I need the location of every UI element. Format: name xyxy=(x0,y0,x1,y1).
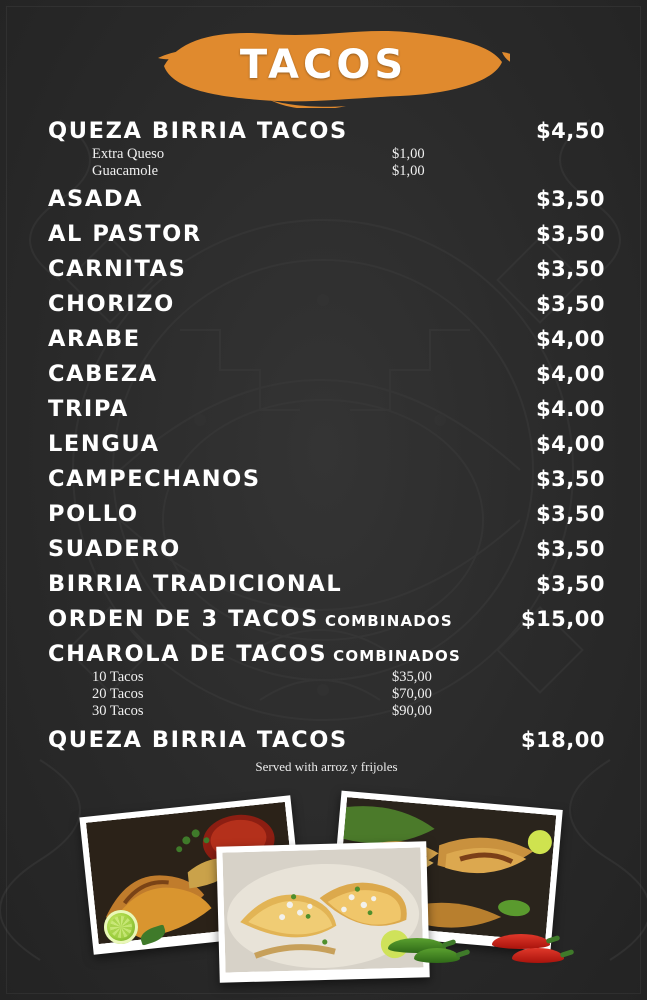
menu-item-name-suffix: COMBINADOS xyxy=(333,647,462,666)
menu-subitem xyxy=(92,163,605,180)
menu-item-name: ASADA xyxy=(48,186,144,213)
menu-subitem-name: 10 Tacos xyxy=(92,669,144,686)
menu-list xyxy=(0,118,647,775)
menu-subitem-price: $35,00 xyxy=(392,669,432,686)
menu-item xyxy=(48,326,605,352)
menu-item-price: $15,00 xyxy=(520,607,605,632)
menu-item xyxy=(48,501,605,527)
menu-item xyxy=(48,256,605,282)
menu-item xyxy=(48,396,605,422)
menu-item-name: QUEZA BIRRIA TACOS xyxy=(48,726,348,753)
menu-item-price: $4,50 xyxy=(536,119,605,143)
menu-item-name: POLLO xyxy=(48,501,139,528)
menu-item xyxy=(48,118,605,144)
green-chili-garnish xyxy=(414,948,460,963)
menu-note: Served with arroz y frijoles xyxy=(255,758,398,774)
menu-item-name: SUADERO xyxy=(48,536,181,563)
menu-item xyxy=(48,606,605,632)
menu-item xyxy=(48,431,605,457)
header xyxy=(0,0,647,118)
menu-item-name-suffix: COMBINADOS xyxy=(325,612,453,631)
menu-item-name: LENGUA xyxy=(48,431,160,458)
menu-subitem-price: $90,00 xyxy=(392,703,432,720)
menu-subitem-name: Extra Queso xyxy=(92,146,165,162)
menu-item xyxy=(48,221,605,247)
menu-subitems xyxy=(92,146,605,180)
menu-item xyxy=(48,536,605,562)
menu-item-price: $4,00 xyxy=(536,327,605,352)
menu-item-name xyxy=(48,641,461,667)
menu-item-price: $3,50 xyxy=(536,292,605,317)
menu-item xyxy=(48,186,605,212)
menu-item-price: $4,00 xyxy=(536,432,605,457)
page-title: TACOS xyxy=(239,42,408,88)
menu-item-name: CABEZA xyxy=(48,361,158,388)
menu-item-price: $3,50 xyxy=(536,257,605,282)
menu-item-price: $3,50 xyxy=(536,572,605,597)
menu-item-name-main: ORDEN DE 3 TACOS xyxy=(48,606,319,633)
photo-collage xyxy=(0,792,647,972)
menu-item-price: $4.00 xyxy=(536,397,605,422)
menu-item-name: TRIPA xyxy=(48,396,129,423)
menu-subitem xyxy=(92,703,605,720)
menu-subitem-name: 30 Tacos xyxy=(92,703,144,720)
menu-item xyxy=(48,641,605,667)
menu-item-name-main: CHAROLA DE TACOS xyxy=(48,641,328,668)
menu-subitem-price: $70,00 xyxy=(392,686,432,703)
menu-item-name: QUEZA BIRRIA TACOS xyxy=(48,118,348,144)
menu-item-price: $3,50 xyxy=(536,187,605,212)
menu-item-price: $18,00 xyxy=(520,727,605,752)
menu-subitem-price: $1,00 xyxy=(392,163,425,180)
menu-item xyxy=(48,727,605,753)
menu-subitem-name: Guacamole xyxy=(92,163,159,180)
menu-item-price: $3,50 xyxy=(536,502,605,527)
menu-item-price: $4,00 xyxy=(536,362,605,387)
menu-subitem-price: $1,00 xyxy=(392,146,425,162)
menu-subitem xyxy=(92,146,605,163)
menu-subitems xyxy=(92,669,605,720)
photo-image xyxy=(222,847,423,972)
street-tacos-photo xyxy=(216,841,429,982)
menu-item xyxy=(48,466,605,492)
menu-item-price: $3,50 xyxy=(536,537,605,562)
menu-item xyxy=(48,361,605,387)
menu-item-name: CAMPECHANOS xyxy=(48,466,261,493)
menu-item xyxy=(48,571,605,597)
menu-item-name: CARNITAS xyxy=(48,256,187,283)
menu-item-name xyxy=(48,606,453,632)
menu-item-name: ARABE xyxy=(48,326,141,353)
menu-item-name: AL PASTOR xyxy=(48,221,202,248)
menu-item xyxy=(48,291,605,317)
menu-subitem-name: 20 Tacos xyxy=(92,686,144,703)
menu-item-price: $3,50 xyxy=(536,467,605,492)
menu-item-name: CHORIZO xyxy=(48,291,175,318)
menu-subitem xyxy=(92,686,605,703)
lime-garnish xyxy=(104,910,138,944)
red-chili-garnish xyxy=(512,948,564,963)
menu-item-name: BIRRIA TRADICIONAL xyxy=(48,571,343,598)
menu-item-price: $3,50 xyxy=(536,222,605,247)
menu-subitem xyxy=(92,669,605,686)
red-chili-garnish xyxy=(492,934,550,949)
